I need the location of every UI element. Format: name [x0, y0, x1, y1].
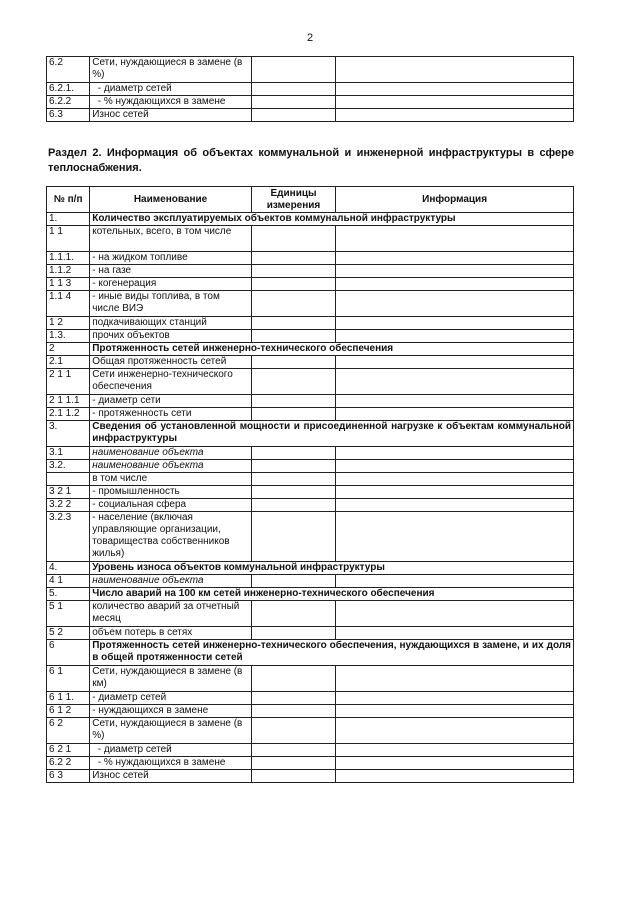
row-name: - диаметр сетей [90, 692, 252, 705]
table-row [47, 356, 574, 369]
row-unit [251, 408, 335, 421]
row-number: 5 1 [47, 601, 90, 627]
row-name: - диаметр сетей [90, 744, 252, 757]
row-info [336, 627, 574, 640]
row-number: 1.1 4 [47, 291, 90, 317]
table-row [47, 562, 574, 575]
row-unit [251, 512, 335, 562]
row-name: - население (включая управляющие организации, товарищества собственников жилья) [90, 512, 252, 562]
row-info [336, 447, 574, 460]
table-row [47, 666, 574, 692]
row-number: 1 2 [47, 317, 90, 330]
row-unit [251, 744, 335, 757]
row-name: - диаметр сетей [90, 83, 252, 96]
row-name: подкачивающих станций [90, 317, 252, 330]
row-name: - % нуждающихся в замене [90, 96, 252, 109]
row-number: 4. [47, 562, 90, 575]
row-info [336, 369, 574, 395]
header-info: Информация [336, 187, 574, 213]
row-number: 6.2.1. [47, 83, 90, 96]
table-row [47, 408, 574, 421]
row-number: 2 1 1.1 [47, 395, 90, 408]
table-header-row [47, 187, 574, 213]
row-info [336, 96, 574, 109]
row-name: - социальная сфера [90, 499, 252, 512]
row-unit [251, 252, 335, 265]
table-row [47, 330, 574, 343]
row-number: 6 3 [47, 770, 90, 783]
row-name: Количество эксплуатируемых объектов коммунальной инфраструктуры [90, 213, 574, 226]
table-row [47, 757, 574, 770]
row-unit [251, 460, 335, 473]
row-number: 6 2 [47, 718, 90, 744]
row-number: 1.3. [47, 330, 90, 343]
row-info [336, 83, 574, 96]
row-number: 4 1 [47, 575, 90, 588]
row-info [336, 744, 574, 757]
table-row [47, 473, 574, 486]
row-name: Сети, нуждающиеся в замене (в км) [90, 666, 252, 692]
row-number: 5 2 [47, 627, 90, 640]
row-name: наименование объекта [90, 460, 252, 473]
table-networks-continued [46, 56, 574, 122]
row-number: 6 1 2 [47, 705, 90, 718]
row-info [336, 460, 574, 473]
row-info [336, 408, 574, 421]
row-info [336, 666, 574, 692]
row-name: Протяженность сетей инженерно-технического обеспечения, нуждающихся в замене, и их доля в общей протяженности сетей [90, 640, 574, 666]
row-number: 6.3 [47, 109, 90, 122]
row-name: - на жидком топливе [90, 252, 252, 265]
row-number: 1 1 3 [47, 278, 90, 291]
row-unit [251, 57, 335, 83]
row-unit [251, 226, 335, 252]
row-name: Число аварий на 100 км сетей инженерно-технического обеспечения [90, 588, 574, 601]
row-unit [251, 499, 335, 512]
row-number: 6.2 2 [47, 757, 90, 770]
row-number: 3.2.3 [47, 512, 90, 562]
table-row [47, 421, 574, 447]
header-num: № п/п [47, 187, 90, 213]
table-row [47, 447, 574, 460]
header-unit: Единицы измерения [251, 187, 335, 213]
row-number: 6 1 1. [47, 692, 90, 705]
row-unit [251, 330, 335, 343]
row-name: Протяженность сетей инженерно-технического обеспечения [90, 343, 574, 356]
row-name: Износ сетей [90, 109, 252, 122]
table-row [47, 109, 574, 122]
row-unit [251, 666, 335, 692]
row-info [336, 265, 574, 278]
table-row [47, 486, 574, 499]
section-2-title: Раздел 2. Информация об объектах коммунальной и инженерной инфраструктуры в сфере теплоснабжения. [48, 147, 574, 174]
row-info [336, 252, 574, 265]
row-unit [251, 770, 335, 783]
row-unit [251, 718, 335, 744]
table-row [47, 744, 574, 757]
table-row [47, 252, 574, 265]
table-row [47, 317, 574, 330]
row-number: 6.2.2 [47, 96, 90, 109]
row-number: 3.1 [47, 447, 90, 460]
row-name: в том числе [90, 473, 252, 486]
row-name: - диаметр сети [90, 395, 252, 408]
row-unit [251, 486, 335, 499]
table-row [47, 640, 574, 666]
row-info [336, 692, 574, 705]
row-unit [251, 278, 335, 291]
row-number [47, 473, 90, 486]
row-number: 2.1 1.2 [47, 408, 90, 421]
table-row [47, 96, 574, 109]
row-info [336, 718, 574, 744]
row-name: объем потерь в сетях [90, 627, 252, 640]
row-number: 3 2 1 [47, 486, 90, 499]
row-unit [251, 356, 335, 369]
row-name: - промышленность [90, 486, 252, 499]
row-name: - на газе [90, 265, 252, 278]
table-row [47, 57, 574, 83]
row-info [336, 770, 574, 783]
row-unit [251, 692, 335, 705]
row-number: 1. [47, 213, 90, 226]
row-unit [251, 291, 335, 317]
table-row [47, 705, 574, 718]
table-row [47, 588, 574, 601]
row-name: наименование объекта [90, 447, 252, 460]
row-info [336, 601, 574, 627]
table-row [47, 369, 574, 395]
row-info [336, 57, 574, 83]
table-heat-supply-infrastructure [46, 186, 574, 783]
row-name: Сети инженерно-технического обеспечения [90, 369, 252, 395]
row-name: прочих объектов [90, 330, 252, 343]
row-unit [251, 395, 335, 408]
row-unit [251, 369, 335, 395]
row-number: 6 2 1 [47, 744, 90, 757]
row-unit [251, 705, 335, 718]
row-number: 3.2 2 [47, 499, 90, 512]
row-number: 1.1.1. [47, 252, 90, 265]
row-unit [251, 317, 335, 330]
row-number: 3. [47, 421, 90, 447]
row-unit [251, 757, 335, 770]
table-row [47, 291, 574, 317]
row-number: 6 [47, 640, 90, 666]
table-row [47, 278, 574, 291]
row-info [336, 757, 574, 770]
row-info [336, 486, 574, 499]
row-info [336, 278, 574, 291]
row-info [336, 512, 574, 562]
header-name: Наименование [90, 187, 252, 213]
table-row [47, 226, 574, 252]
row-unit [251, 265, 335, 278]
row-number: 2.1 [47, 356, 90, 369]
table-row [47, 718, 574, 744]
row-info [336, 291, 574, 317]
row-info [336, 575, 574, 588]
table-row [47, 460, 574, 473]
row-name: - протяженность сети [90, 408, 252, 421]
page-number: 2 [306, 32, 314, 44]
row-unit [251, 601, 335, 627]
row-name: количество аварий за отчетный месяц [90, 601, 252, 627]
table-row [47, 499, 574, 512]
row-unit [251, 109, 335, 122]
row-number: 6 1 [47, 666, 90, 692]
row-info [336, 356, 574, 369]
row-number: 6.2 [47, 57, 90, 83]
row-name: Сети, нуждающиеся в замене (в %) [90, 57, 252, 83]
row-name: Сети, нуждающиеся в замене (в %) [90, 718, 252, 744]
table-row [47, 512, 574, 562]
row-info [336, 395, 574, 408]
table-row [47, 265, 574, 278]
row-name: котельных, всего, в том числе [90, 226, 252, 252]
table-row [47, 83, 574, 96]
row-number: 1.1.2 [47, 265, 90, 278]
table-row [47, 601, 574, 627]
row-name: - иные виды топлива, в том числе ВИЭ [90, 291, 252, 317]
row-info [336, 705, 574, 718]
row-info [336, 226, 574, 252]
row-info [336, 473, 574, 486]
row-name: - когенерация [90, 278, 252, 291]
row-number: 1 1 [47, 226, 90, 252]
row-unit [251, 473, 335, 486]
row-number: 2 [47, 343, 90, 356]
table-row [47, 692, 574, 705]
row-name: Сведения об установленной мощности и присоединенной нагрузке к объектам коммунальной инфраструктуры [90, 421, 574, 447]
row-info [336, 109, 574, 122]
row-number: 3.2. [47, 460, 90, 473]
row-name: - % нуждающихся в замене [90, 757, 252, 770]
table-row [47, 627, 574, 640]
row-unit [251, 447, 335, 460]
row-name: - нуждающихся в замене [90, 705, 252, 718]
table-row [47, 395, 574, 408]
row-number: 2 1 1 [47, 369, 90, 395]
table-row [47, 575, 574, 588]
row-info [336, 499, 574, 512]
row-info [336, 330, 574, 343]
row-name: наименование объекта [90, 575, 252, 588]
row-number: 5. [47, 588, 90, 601]
row-info [336, 317, 574, 330]
table-row [47, 770, 574, 783]
table-row [47, 343, 574, 356]
row-unit [251, 83, 335, 96]
row-name: Уровень износа объектов коммунальной инфраструктуры [90, 562, 574, 575]
row-name: Общая протяженность сетей [90, 356, 252, 369]
row-name: Износ сетей [90, 770, 252, 783]
row-unit [251, 627, 335, 640]
table-row [47, 213, 574, 226]
row-unit [251, 96, 335, 109]
row-unit [251, 575, 335, 588]
